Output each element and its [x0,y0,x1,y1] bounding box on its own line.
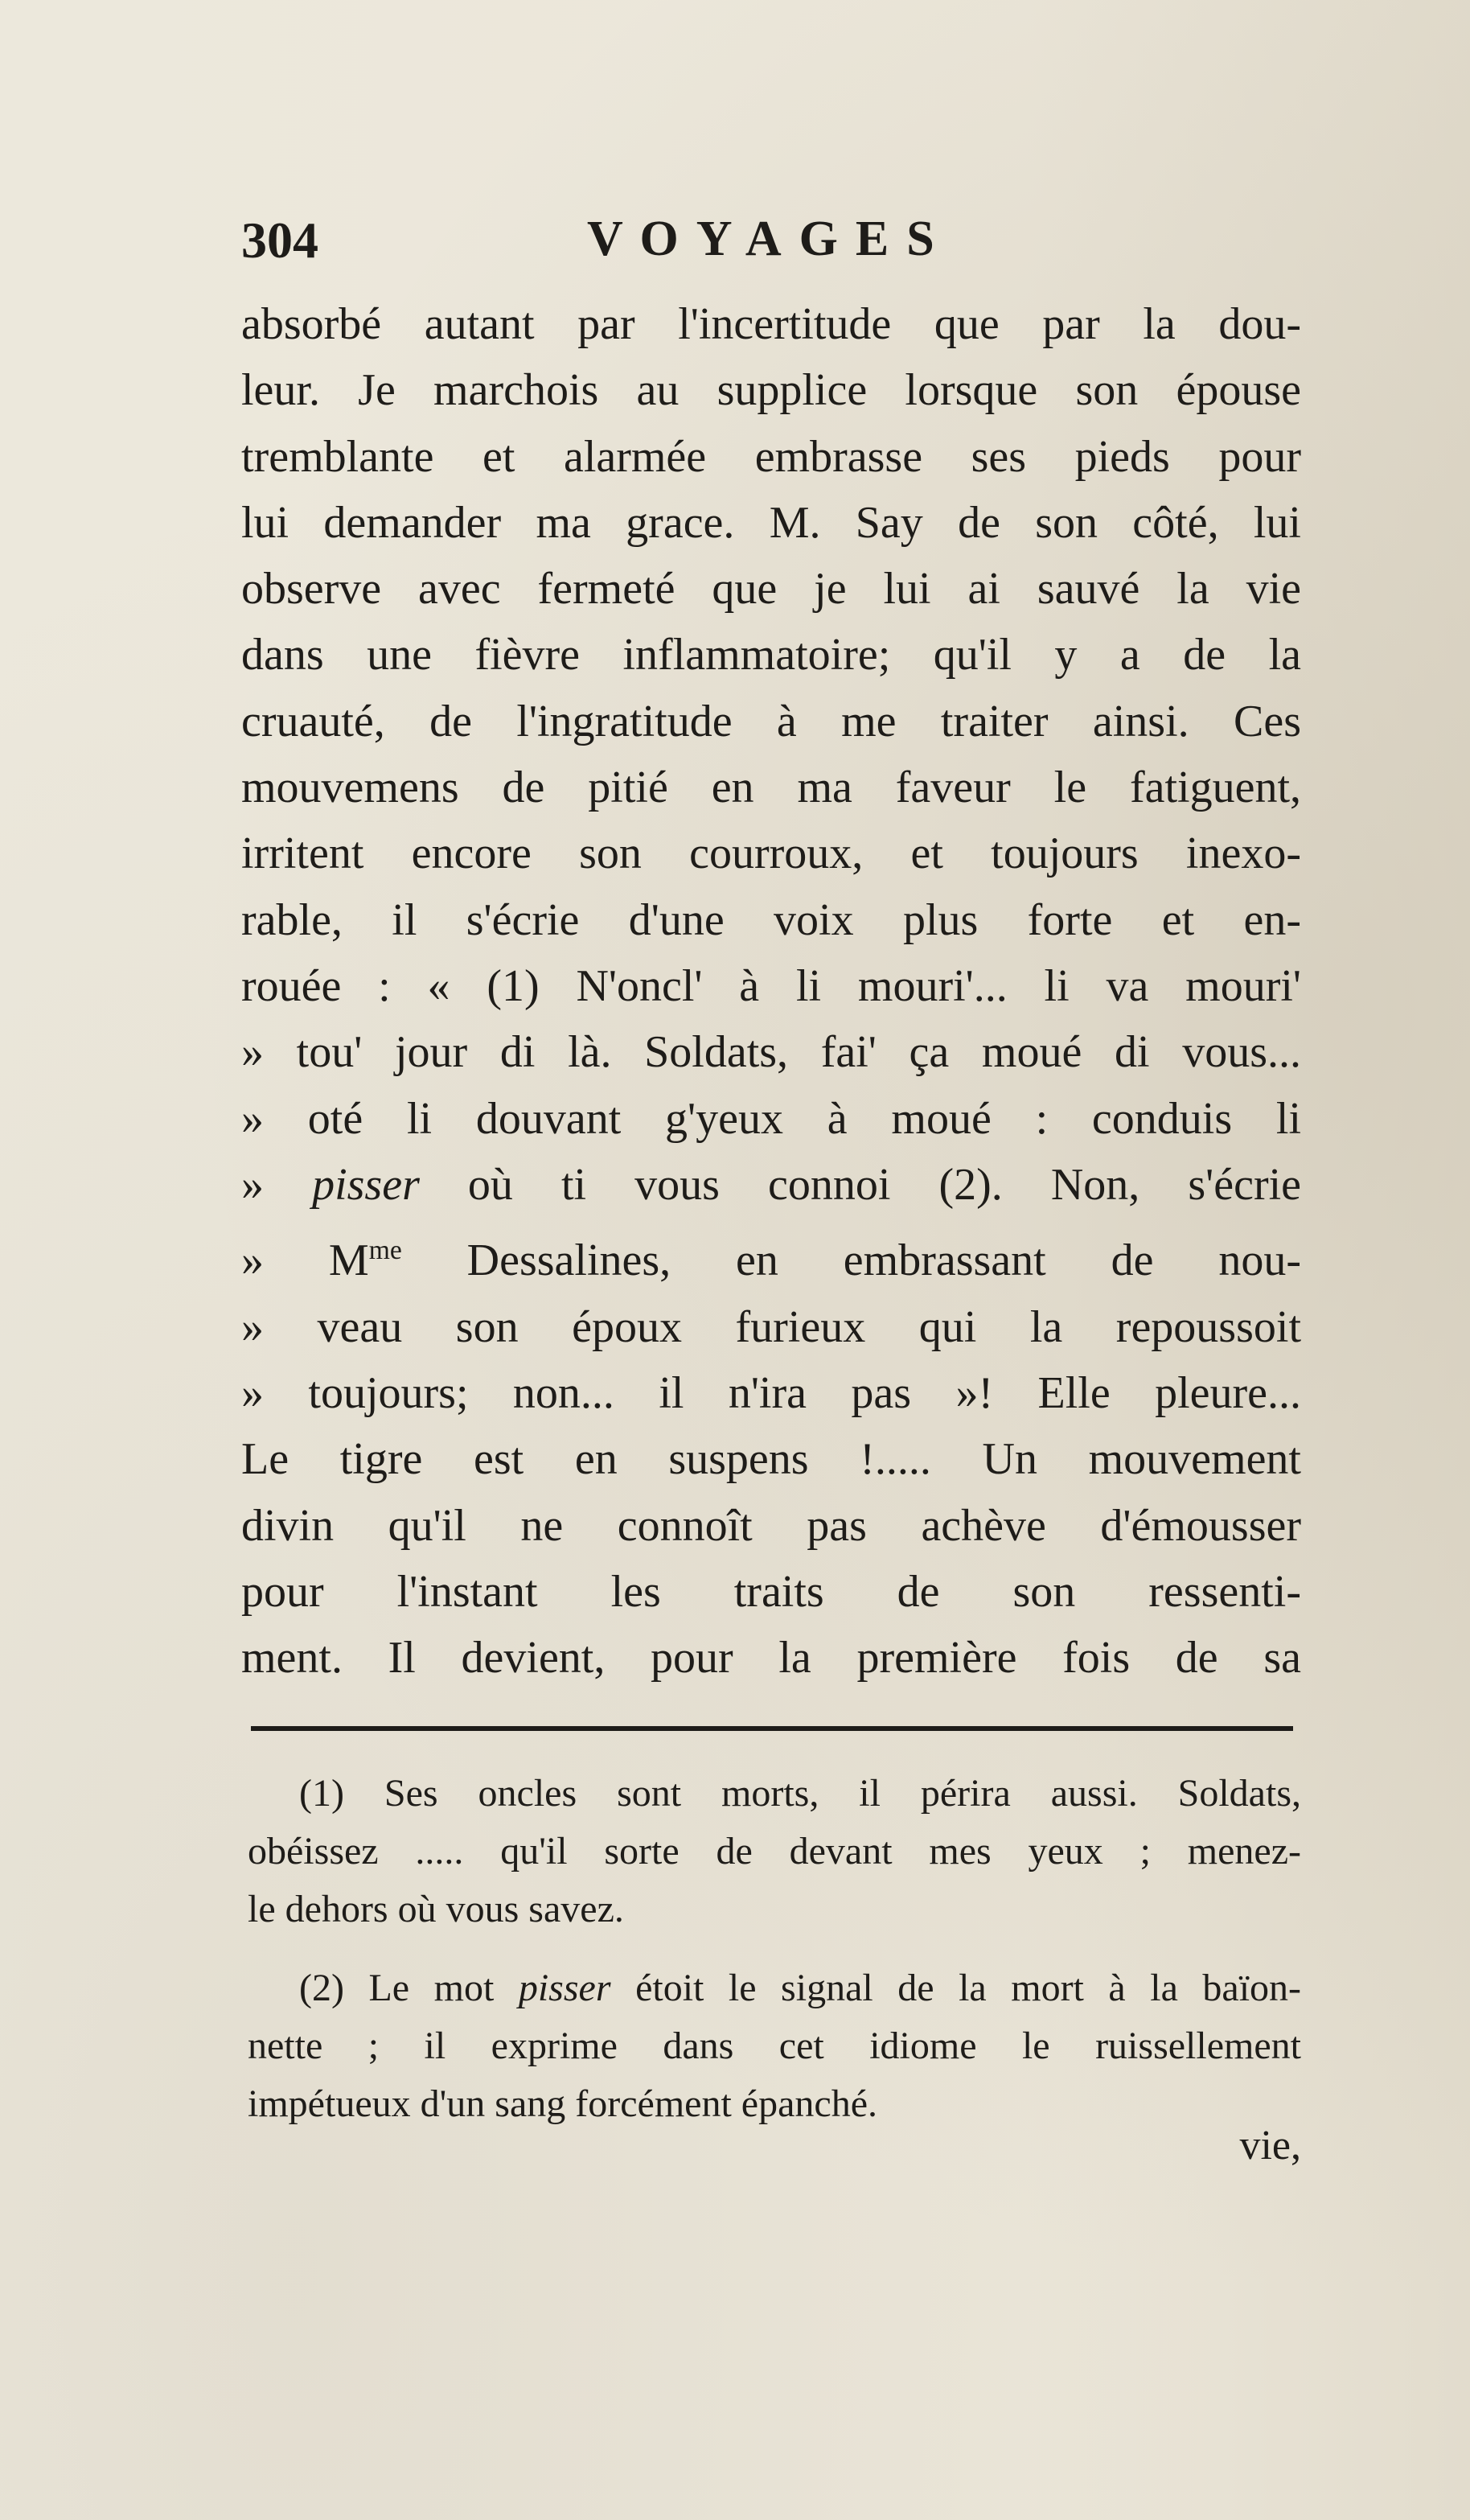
footnote-line: le dehors où vous savez. [248,1888,624,1930]
footnote-1 [248,1765,1301,1938]
text-line: cruauté, de l'ingratitude à me traiter ainsi. Ces [241,696,1301,746]
footnote-line [248,1959,1301,2017]
text-line: lui demander ma grace. M. Say de son côté, lui [241,497,1301,548]
text-line: leur. Je marchois au supplice lorsque son épouse [241,365,1301,416]
text-line: tremblante et alarmée embrasse ses pieds pour [241,431,1301,482]
text-line: ment. Il devient, pour la première fois de sa [241,1633,1301,1683]
text-line: » tou' jour di là. Soldats, fai' ça moué di vous... [241,1027,1301,1078]
text-line: » toujours; non... il n'ira pas »! Elle pleure... [241,1367,1301,1418]
text-line: absorbé autant par l'incertitude que par la dou- [241,299,1301,349]
footnote-line: impétueux d'un sang forcément épanché. [248,2082,878,2125]
text-line-madame [241,1218,1301,1293]
italic-word: pisser [312,1159,420,1210]
text-line: irritent encore son courroux, et toujours inexo- [241,828,1301,879]
text-fragment: » M [241,1235,369,1286]
text-line: Le tigre est en suspens !..... Un mouvement [241,1434,1301,1485]
body-text [241,291,1301,1691]
running-title: VOYAGES [587,212,952,266]
text-line: divin qu'il ne connoît pas achève d'émousser [241,1500,1301,1551]
text-fragment: où ti vous connoi (2). Non, s'écrie [467,1159,1302,1210]
footnote-2 [248,1959,1301,2133]
page-header [241,199,1303,272]
text-line: rouée : « (1) N'oncl' à li mouri'... li va mouri' [241,960,1301,1011]
superscript: me [368,1235,402,1266]
page-number: 304 [241,212,318,269]
text-line: » veau son époux furieux qui la repoussoit [241,1301,1301,1352]
footnotes [248,1765,1301,2133]
text-line-pisser: » pisser où ti vous connoi (2). Non, s'écrie [241,1159,1302,1210]
text-fragment: Dessalines, en embrassant de nou- [466,1235,1302,1286]
catchword: vie, [1239,2123,1301,2169]
text-line: dans une fièvre inflammatoire; qu'il y a de la [241,630,1301,680]
footnote-line: (1) Ses oncles sont morts, il périra aussi. Soldats, [299,1772,1301,1815]
text-fragment: étoit le signal de la mort à la baïon- [635,1967,1302,2009]
text-line: pour l'instant les traits de son ressenti- [241,1566,1301,1617]
text-line: mouvemens de pitié en ma faveur le fatiguent, [241,763,1301,813]
text-fragment: (2) Le mot [299,1967,495,2009]
footnote-divider [251,1726,1293,1731]
text-line: observe avec fermeté que je lui ai sauvé la vie [241,564,1301,615]
text-line: rable, il s'écrie d'une voix plus forte et en- [241,894,1301,945]
footnote-line: nette ; il exprime dans cet idiome le ruissellement [248,2025,1301,2067]
footnote-line: obéissez ..... qu'il sorte de devant mes yeux ; menez- [248,1830,1301,1873]
text-line: » oté li douvant g'yeux à moué : conduis li [241,1093,1301,1144]
italic-word: pisser [518,1967,611,2009]
